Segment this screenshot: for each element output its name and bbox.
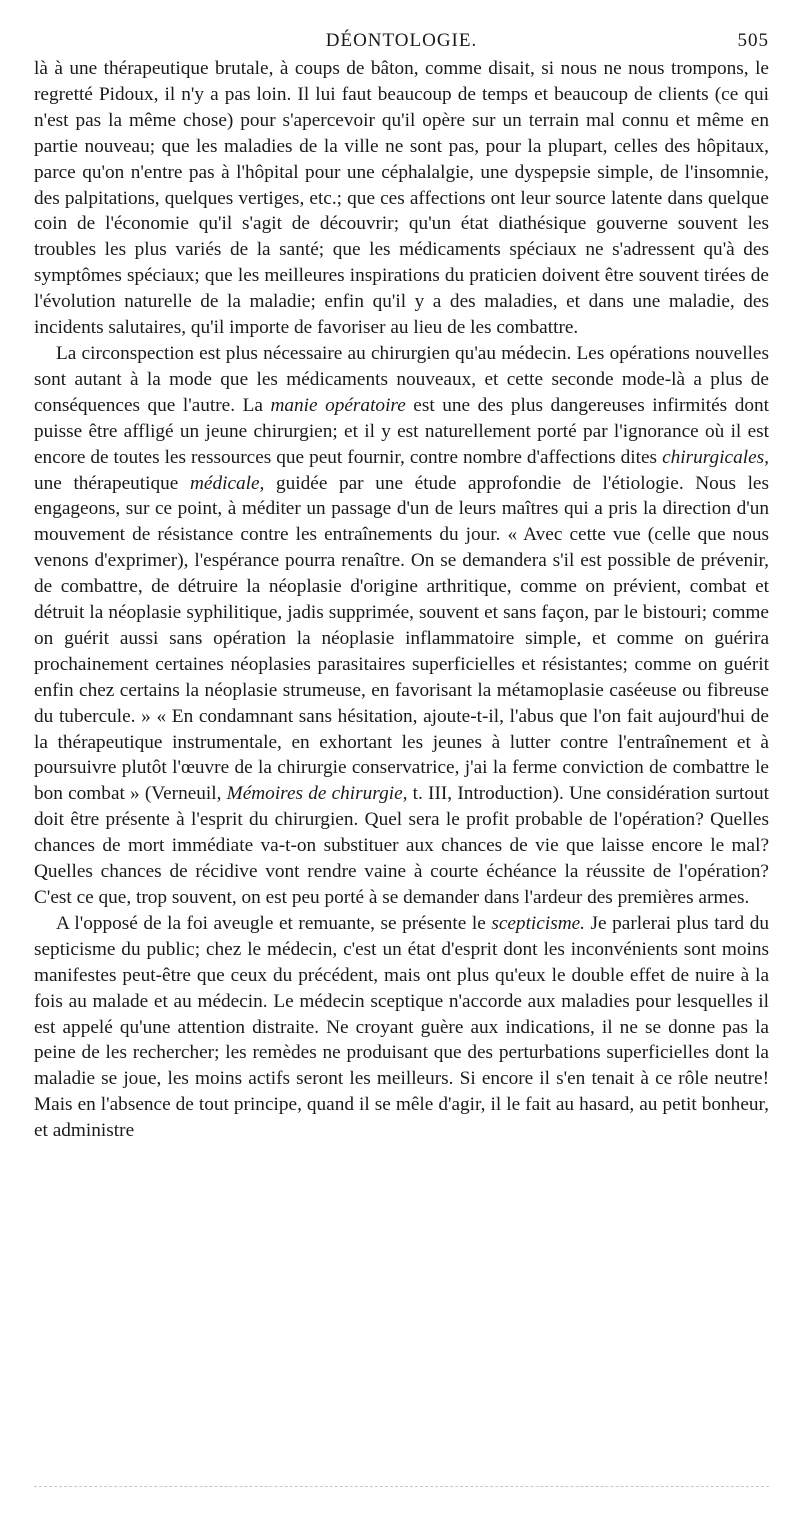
text-segment: une thérapeutique bbox=[34, 472, 190, 494]
italic-phrase: chirurgicales, bbox=[662, 446, 769, 468]
text-segment: Je parlerai plus tard du septicisme du public; chez le médecin, c'est un état d'esprit dont les inconvénients sont moins manifestes peut-être que ceux du précédent, mais ont plus qu'eux le double effet de nuire à la fois au malade et au médecin. Le médecin sceptique n'accorde aux maladies pour lesquelles il est appelé qu'une attention distraite. Ne croyant guère aux indications, il ne se donne pas la peine de les rechercher; les remèdes ne produisant que des perturbations superficielles dont la maladie se joue, les moins actifs seront les meilleurs. Si encore il s'en tenait à ce rôle neutre! Mais en l'absence de tout principe, quand il se mêle d'agir, il le fait au hasard, au petit bonheur, et administre bbox=[34, 912, 769, 1142]
document-page bbox=[34, 30, 769, 1144]
running-title: DÉONTOLOGIE. bbox=[325, 30, 478, 51]
body-text bbox=[34, 56, 769, 1144]
italic-phrase: scepticisme. bbox=[491, 912, 586, 934]
text-segment: guidée par une étude approfondie de l'étiologie. Nous les engageons, sur ce point, à méditer un passage d'un de leurs maîtres qui a pris la direction d'un mouvement de résistance contre les entraînements du jour. « Avec cette vue (celle que nous venons d'exprimer), l'espérance pourra renaître. On se demandera s'il est possible de prévenir, de combattre, de détruire la néoplasie d'origine arthritique, comme on prévient, combat et détruit la néoplasie syphilitique, jadis supprimée, souvent et sans façon, par le bistouri; comme on guérit aussi sans opération la néoplasie inflammatoire simple, et comme on guérira prochainement certaines néoplasies parasitaires superficielles et résistantes; comme on guérit enfin chez certains la néoplasie strumeuse, en favorisant la métamoplasie caséeuse ou fibreuse du tubercule. » « En condamnant sans hésitation, ajoute-t-il, l'abus que l'on fait aujourd'hui de la thérapeutique instrumentale, en exhortant les jeunes à lutter contre l'entraînement et à poursuivre plutôt l'œuvre de la chirurgie conservatrice, j'ai la ferme conviction de combattre le bon combat » (Verneuil, bbox=[34, 472, 769, 805]
italic-citation: Mémoires de chirurgie, bbox=[226, 783, 408, 805]
text-segment: La circonspection est plus nécessaire au chirurgien qu'au médecin. Les opérations nouvelles sont autant à la mode que les médicaments nouveaux, et cette seconde mode-là a plus de conséquences que l'autre. La bbox=[34, 342, 769, 416]
footer-rule bbox=[34, 1486, 769, 1487]
text-segment: A l'opposé de la foi aveugle et remuante, se présente le bbox=[56, 912, 492, 934]
text-segment: est une des plus dangereuses infirmités dont puisse être affligé un jeune chirurgien; et il y est naturellement porté par l'ignorance où il est encore de toutes les ressources que peut fournir, contre nombre d'affections dites bbox=[34, 394, 769, 468]
paragraph-3 bbox=[34, 911, 769, 1144]
page-number: 505 bbox=[737, 30, 769, 51]
italic-phrase: manie opératoire bbox=[270, 394, 406, 416]
text-segment: là à une thérapeutique brutale, à coups de bâton, comme disait, si nous ne nous trompons, le regretté Pidoux, il n'y a pas loin. Il lui faut beaucoup de temps et beaucoup de clients (ce qui n'est pas la même chose) pour s'apercevoir qu'il opère sur un terrain mal connu et même en partie nouveau; que les maladies de la ville ne sont pas, pour la plupart, celles des hôpitaux, parce qu'on n'entre pas à l'hôpital pour une céphalalgie, une dyspepsie simple, de l'insomnie, des palpitations, quelques vertiges, etc.; que ces affections ont leur source latente dans quelque coin de l'économie qu'il s'agit de découvrir; qu'un état diathésique gouverne souvent les troubles les plus variés de la santé; que les médicaments spéciaux ne s'adressent qu'à des symptômes spéciaux; que les meilleures inspirations du praticien doivent être souvent tirées de l'évolution naturelle de la maladie; enfin qu'il y a des maladies, et dans une maladie, des incidents salutaires, qu'il importe de favoriser au lieu de les combattre. bbox=[34, 58, 769, 339]
running-head bbox=[34, 30, 769, 54]
paragraph-1 bbox=[34, 56, 769, 341]
italic-phrase: médicale, bbox=[189, 472, 265, 494]
paragraph-2 bbox=[34, 341, 769, 911]
text-segment: t. III, Introduction). Une considération surtout doit être présente à l'esprit du chirurgien. Quel sera le profit probable de l'opération? Quelles chances de mort immédiate va-t-on substituer aux chances de vie que laisse encore le mal? Quelles chances de récidive vont rendre vaine à courte échéance la réussite de l'opération? C'est ce que, trop souvent, on est peu porté à se demander dans l'ardeur des premières armes. bbox=[34, 783, 770, 908]
